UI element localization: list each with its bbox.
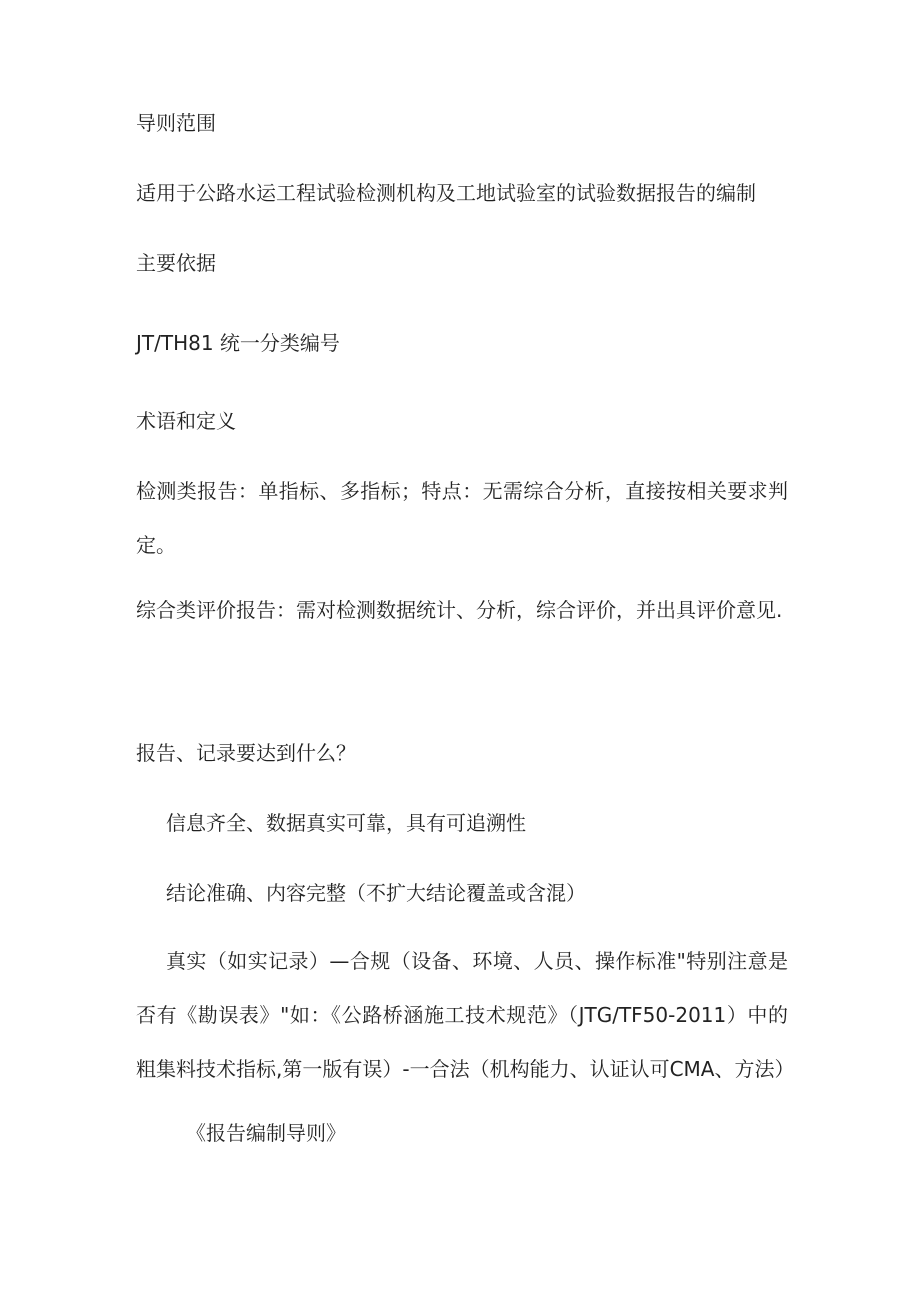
terms-heading: 术语和定义 (136, 409, 236, 433)
basis-text: JT/TH81 统一分类编号 (136, 331, 340, 355)
terms-comprehensive-paragraph: 综合类评价报告：需对检测数据统计、分析，综合评价，并出具评价意见. (136, 598, 783, 622)
guideline-title: 《报告编制导则》 (186, 1121, 346, 1145)
scope-heading: 导则范围 (136, 111, 216, 135)
basis-heading: 主要依据 (136, 251, 216, 275)
requirements-heading: 报告、记录要达到什么？ (136, 741, 356, 765)
requirement-item-3: 真实（如实记录）—合规（设备、环境、人员、操作标准"特别注意是否有《勘误表》"如：《公路桥涵施工技术规范》（JTG/TF50-2011）中的粗集料技术指标,第一版有误）-一合法（机构能力、认证认可CMA、方法） (136, 949, 795, 1081)
scope-text: 适用于公路水运工程试验检测机构及工地试验室的试验数据报告的编制 (136, 181, 756, 205)
requirement-item-2: 结论准确、内容完整（不扩大结论覆盖或含混） (166, 881, 586, 905)
terms-detection-paragraph: 检测类报告：单指标、多指标；特点：无需综合分析，直接按相关要求判定。 (136, 479, 788, 557)
requirement-item-1: 信息齐全、数据真实可靠，具有可追溯性 (166, 811, 526, 835)
